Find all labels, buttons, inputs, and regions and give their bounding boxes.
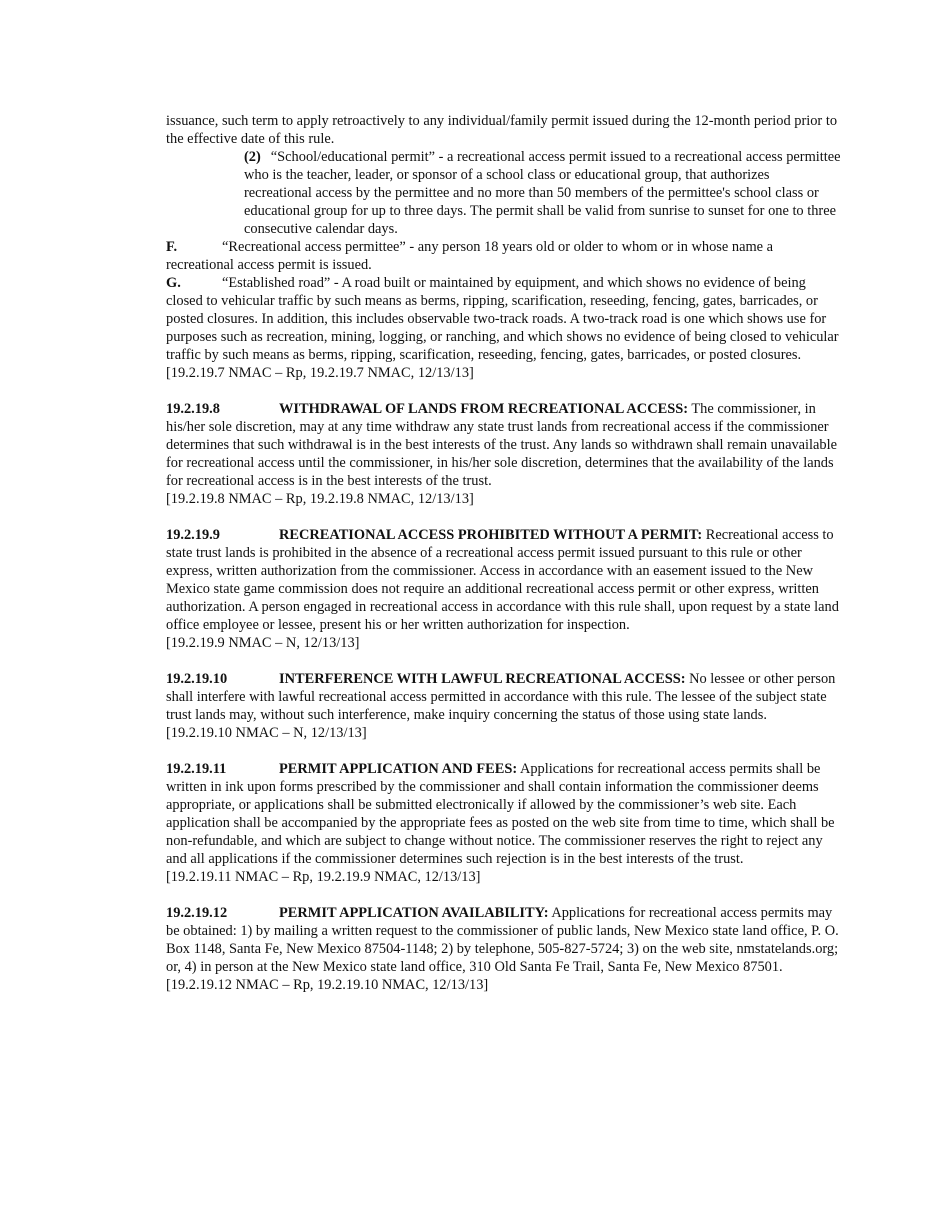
section-body: Applications for recreational access permits may be obtained: 1) by mailing a written request to the commissioner of public lands, New Mexico state land office, P. O. Box 1148, Santa Fe, New Mexico 87504-1148; 2) by telephone, 505-827-5724; 3) on the web site, nmstatelands.org; or, 4) in person at the New Mexico state land office, 310 Old Santa Fe Trail, Santa Fe, New Mexico 87501. <box>166 905 839 975</box>
document-page <box>166 112 841 994</box>
history-note: [19.2.19.7 NMAC – Rp, 19.2.19.7 NMAC, 12/13/13] <box>166 365 474 381</box>
section-number: 19.2.19.8 <box>166 401 220 417</box>
section-body: Recreational access to state trust lands is prohibited in the absence of a recreational access permit issued pursuant to this rule or other express, written authorization from the commissioner. Access in accordance with an easement issued to the New Mexico state game commission does not require an additional recreational access permit or other express, written authorization. A person engaged in recreational access in accordance with this rule shall, upon request by a state land office employee or lessee, present his or her written authorization for inspection. <box>166 527 839 633</box>
section-19-2-19-8 <box>166 400 841 490</box>
section-number: 19.2.19.12 <box>166 905 228 921</box>
history-note: [19.2.19.11 NMAC – Rp, 19.2.19.9 NMAC, 12/13/13] <box>166 869 481 885</box>
history-note: [19.2.19.10 NMAC – N, 12/13/13] <box>166 725 367 741</box>
section-body: Applications for recreational access permits shall be written in ink upon forms prescribed by the commissioner and shall contain information the commissioner deems appropriate, or applications shall be submitted electronically if allowed by the commissioner’s web site. Each application shall be accompanied by the appropriate fees as posted on the web site from time to time, which shall be non-refundable, and which are subject to change without notice. The commissioner reserves the right to reject any and all applications if the commissioner determines such rejection is in the best interests of the trust. <box>166 761 835 867</box>
history-note: [19.2.19.12 NMAC – Rp, 19.2.19.10 NMAC, 12/13/13] <box>166 977 489 993</box>
history-note: [19.2.19.9 NMAC – N, 12/13/13] <box>166 635 360 651</box>
section-body: The commissioner, in his/her sole discretion, may at any time withdraw any state trust lands from recreational access if the commissioner determines that such withdrawal is in the best interests of the trust. Any lands so withdrawn shall remain unavailable for recreational access until the commissioner, in his/her sole discretion, determines that the availability of the lands for recreational access is in the best interests of the trust. <box>166 401 838 489</box>
section-19-2-19-11 <box>166 760 841 868</box>
section-19-2-19-9 <box>166 526 841 634</box>
section-title: WITHDRAWAL OF LANDS FROM RECREATIONAL ACCESS: <box>279 401 688 417</box>
item-text: “School/educational permit” - a recreational access permit issued to a recreational access permittee who is the teacher, leader, or sponsor of a school class or educational group, that authorizes recreational access by the permittee and no more than 50 members of the permittee's school class or educational group for up to three days. The permit shall be valid from sunrise to sunset for one to three consecutive calendar days. <box>244 149 841 237</box>
section-title: INTERFERENCE WITH LAWFUL RECREATIONAL ACCESS: <box>279 671 686 687</box>
item-text: “Recreational access permittee” - any person 18 years old or older to whom or in whose name a recreational access permit is issued. <box>166 239 774 273</box>
paragraph-school-permit <box>166 148 841 238</box>
section-number: 19.2.19.9 <box>166 527 220 543</box>
item-text: “Established road” - A road built or maintained by equipment, and which shows no evidence of being closed to vehicular traffic by such means as berms, ripping, scarification, reseeding, fencing, gates, barricades, or posted closures. In addition, this includes observable two-track roads. A two-track road is one which shows use for purposes such as recreation, mining, logging, or ranching, and which shows no evidence of being closed to vehicular traffic by such means as berms, ripping, scarification, reseeding, fencing, gates, barricades, or posted closures. <box>166 275 839 363</box>
section-number: 19.2.19.11 <box>166 761 227 777</box>
item-letter: G. <box>166 275 181 291</box>
section-title: PERMIT APPLICATION AND FEES: <box>279 761 518 777</box>
item-letter: F. <box>166 239 178 255</box>
section-19-2-19-10 <box>166 670 841 724</box>
section-body: No lessee or other person shall interfere with lawful recreational access permitted in accordance with this rule. The lessee of the subject state trust lands may, without such interference, make inquiry concerning the status of those using state lands. <box>166 671 836 723</box>
section-title: RECREATIONAL ACCESS PROHIBITED WITHOUT A PERMIT: <box>279 527 703 543</box>
item-number: (2) <box>244 149 261 165</box>
section-title: PERMIT APPLICATION AVAILABILITY: <box>279 905 549 921</box>
history-note: [19.2.19.8 NMAC – Rp, 19.2.19.8 NMAC, 12/13/13] <box>166 491 474 507</box>
section-19-2-19-12 <box>166 904 841 976</box>
paragraph-g <box>166 274 841 364</box>
paragraph-continuation: issuance, such term to apply retroactively to any individual/family permit issued during the 12-month period prior to the effective date of this rule. <box>166 113 838 147</box>
paragraph-f <box>166 238 841 274</box>
section-number: 19.2.19.10 <box>166 671 228 687</box>
